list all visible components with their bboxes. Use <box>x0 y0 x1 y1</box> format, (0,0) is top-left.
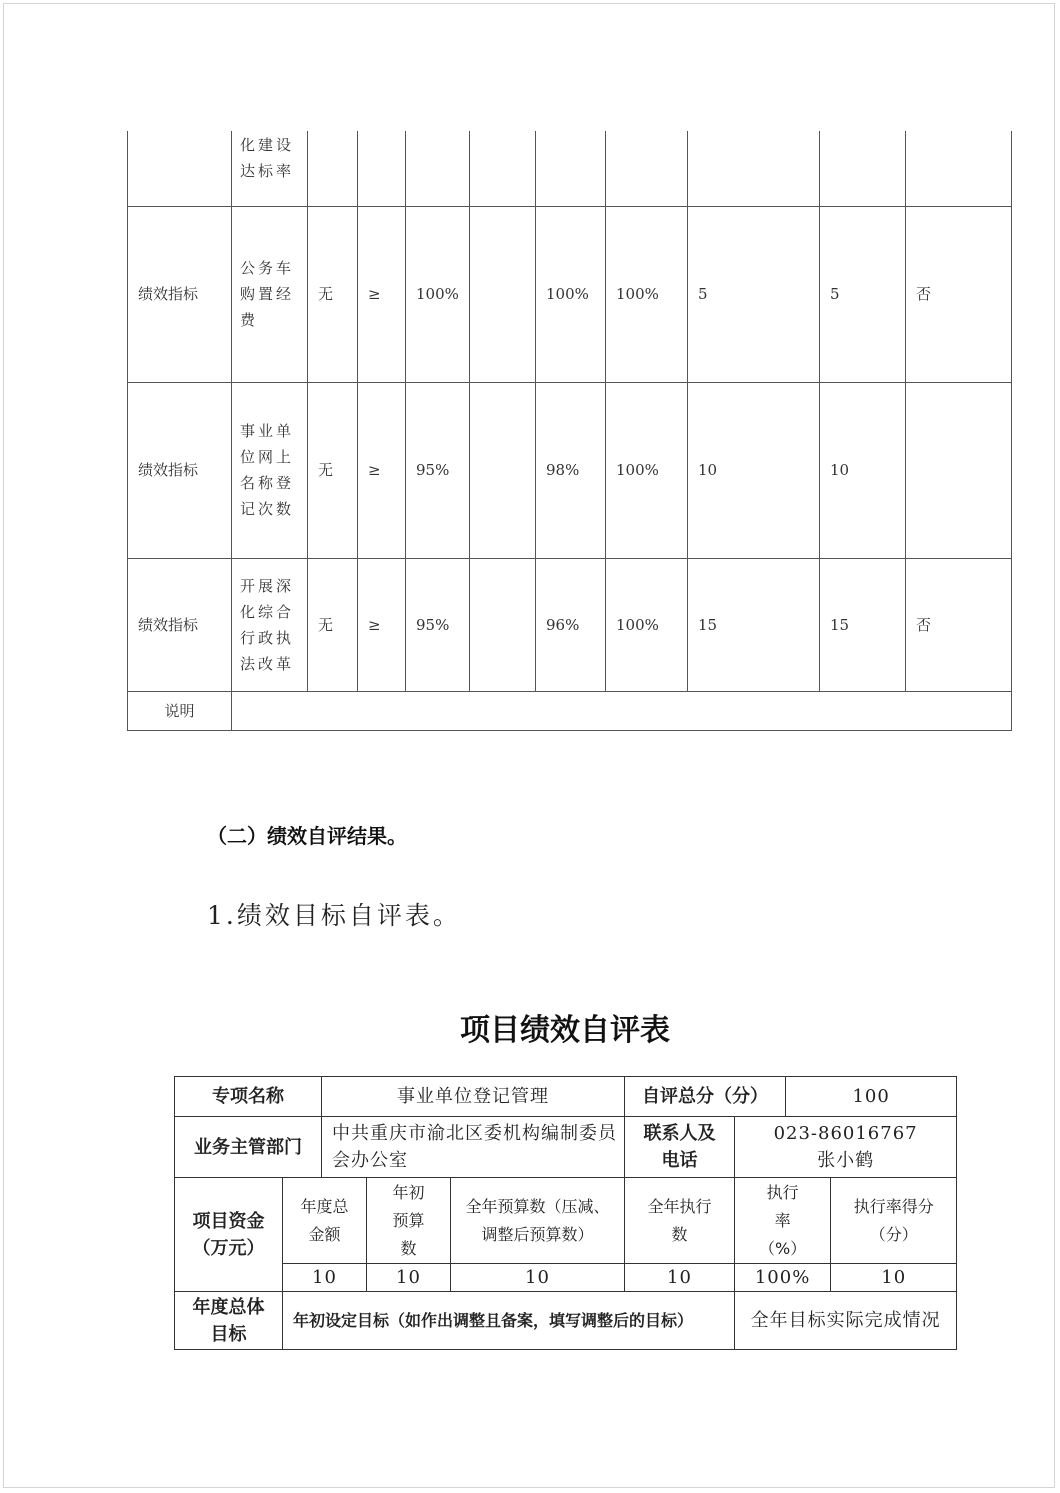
form-row-goal <box>175 1292 957 1350</box>
cell: 100% <box>606 206 688 382</box>
cell <box>470 131 536 206</box>
note-value <box>232 691 1012 730</box>
indicator-cell: 事业单位网上名称登记次数 <box>232 382 308 558</box>
performance-indicator-table <box>127 131 1012 731</box>
cell: 96% <box>536 558 606 691</box>
dept-value: 中共重庆市渝北区委机构编制委员会办公室 <box>322 1117 625 1178</box>
category-cell: 绩效指标 <box>128 382 232 558</box>
fund-header: 全年预算数（压减、调整后预算数） <box>451 1178 625 1264</box>
form-row-dept <box>175 1117 957 1178</box>
fund-value: 10 <box>625 1264 735 1292</box>
cell: 10 <box>688 382 820 558</box>
score-value: 100 <box>786 1077 957 1117</box>
fund-value: 10 <box>283 1264 367 1292</box>
contact-name: 张小鹤 <box>817 1150 875 1171</box>
contact-phone: 023-86016767 <box>773 1123 918 1144</box>
fund-value: 10 <box>831 1264 957 1292</box>
goal-actual-label: 全年目标实际完成情况 <box>735 1292 957 1350</box>
self-evaluation-form <box>174 1076 957 1350</box>
cell: 15 <box>688 558 820 691</box>
fund-header: 年初预算数 <box>367 1178 451 1264</box>
fund-value: 10 <box>367 1264 451 1292</box>
fund-header: 执行率（%） <box>735 1178 831 1264</box>
table-row <box>128 206 1012 382</box>
cell: 95% <box>406 558 470 691</box>
cell: ≥ <box>358 382 406 558</box>
fund-header: 年度总金额 <box>283 1178 367 1264</box>
category-cell: 绩效指标 <box>128 206 232 382</box>
cell <box>470 558 536 691</box>
cell <box>606 131 688 206</box>
cell: 100% <box>536 206 606 382</box>
project-name-value: 事业单位登记管理 <box>322 1077 625 1117</box>
project-name-label: 专项名称 <box>175 1077 322 1117</box>
cell: 5 <box>820 206 906 382</box>
form-title: 项目绩效自评表 <box>460 1013 670 1048</box>
cell <box>906 131 1012 206</box>
cell <box>308 131 358 206</box>
note-row <box>128 691 1012 730</box>
cell <box>688 131 820 206</box>
cell: 否 <box>906 206 1012 382</box>
cell: 否 <box>906 558 1012 691</box>
cell: 5 <box>688 206 820 382</box>
table-row <box>128 131 1012 206</box>
goal-set-label: 年初设定目标（如作出调整且备案，填写调整后的目标） <box>283 1292 735 1350</box>
contact-label: 联系人及电话 <box>625 1117 735 1178</box>
cell: 98% <box>536 382 606 558</box>
fund-label: 项目资金（万元） <box>175 1178 283 1292</box>
cell: 100% <box>606 558 688 691</box>
cell <box>406 131 470 206</box>
dept-label: 业务主管部门 <box>175 1117 322 1178</box>
cell: 95% <box>406 382 470 558</box>
cell: 100% <box>606 382 688 558</box>
form-row-project <box>175 1077 957 1117</box>
cell: 15 <box>820 558 906 691</box>
form-row-fund-headers <box>175 1178 957 1264</box>
cell <box>470 382 536 558</box>
contact-value <box>735 1117 957 1178</box>
cell: 无 <box>308 558 358 691</box>
goal-label: 年度总体目标 <box>175 1292 283 1350</box>
category-cell <box>128 131 232 206</box>
note-label: 说明 <box>128 691 232 730</box>
cell: 10 <box>820 382 906 558</box>
cell <box>906 382 1012 558</box>
cell <box>358 131 406 206</box>
cell: 100% <box>406 206 470 382</box>
indicator-cell: 开展深化综合行政执法改革 <box>232 558 308 691</box>
fund-value: 100% <box>735 1264 831 1292</box>
cell: ≥ <box>358 558 406 691</box>
fund-header: 执行率得分（分） <box>831 1178 957 1264</box>
indicator-cell: 化建设达标率 <box>232 131 308 206</box>
indicator-cell: 公务车购置经费 <box>232 206 308 382</box>
form-row-fund-values <box>175 1264 957 1292</box>
fund-header: 全年执行数 <box>625 1178 735 1264</box>
cell <box>470 206 536 382</box>
section-heading: （二）绩效自评结果。 <box>207 824 407 848</box>
cell: ≥ <box>358 206 406 382</box>
category-cell: 绩效指标 <box>128 558 232 691</box>
sub-heading: 1.绩效目标自评表。 <box>207 901 461 930</box>
cell <box>820 131 906 206</box>
score-label: 自评总分（分） <box>625 1077 786 1117</box>
cell: 无 <box>308 382 358 558</box>
cell <box>536 131 606 206</box>
cell: 无 <box>308 206 358 382</box>
fund-value: 10 <box>451 1264 625 1292</box>
table-row <box>128 382 1012 558</box>
table-row <box>128 558 1012 691</box>
